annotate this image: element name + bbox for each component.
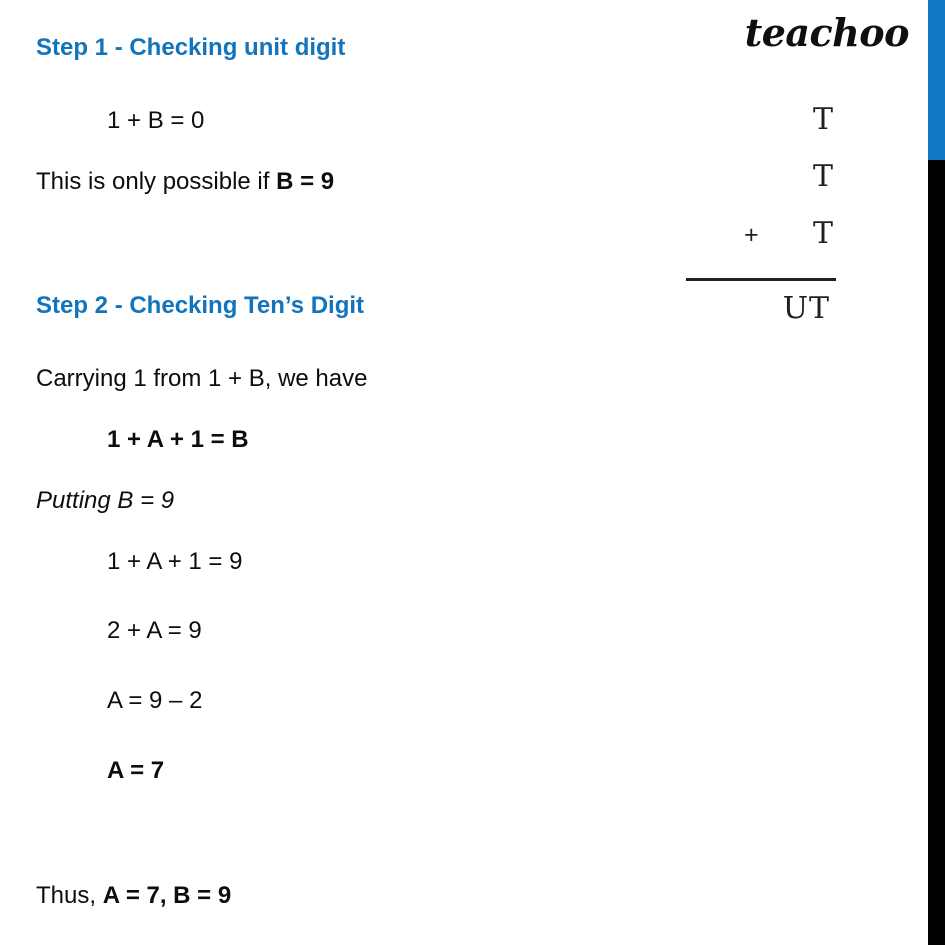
spacer	[36, 455, 506, 487]
spacer	[36, 516, 506, 548]
step-2-calculation-3: A = 9 – 2	[107, 687, 203, 715]
plus-operator: +	[744, 221, 759, 249]
spacer	[36, 576, 506, 617]
sum-horizontal-rule	[686, 278, 836, 281]
sum-operand-2: T	[812, 159, 834, 194]
sum-result: UT	[782, 291, 830, 326]
step-2-substitution-note: Putting B = 9	[36, 486, 175, 514]
spacer	[36, 646, 506, 687]
final-answer-values: A = 7, B = 9	[102, 881, 232, 909]
step-1-conclusion-prefix: This is only possible if	[36, 167, 277, 195]
step-2-carry-line: Carrying 1 from 1 + B, we have	[36, 365, 368, 393]
sum-operand-3: T	[812, 216, 834, 251]
step-2-result: A = 7	[107, 756, 165, 784]
final-answer-prefix: Thus,	[36, 881, 103, 909]
blue-edge-bar	[928, 0, 945, 160]
step-2-calculation-2: 2 + A = 9	[107, 617, 202, 645]
sum-row-first-operand	[686, 102, 836, 162]
step-1-heading: Step 1 - Checking unit digit	[36, 34, 346, 61]
spacer	[36, 136, 506, 168]
step-2-heading: Step 2 - Checking Ten’s Digit	[36, 292, 365, 320]
step-1-conclusion	[36, 168, 506, 197]
sum-row-second-operand	[686, 159, 836, 219]
black-edge-bar	[928, 160, 945, 945]
teachoo-logo: teachoo	[744, 10, 909, 55]
sum-row-third-operand	[686, 216, 836, 276]
final-answer	[36, 882, 506, 911]
vertical-addition-sum	[686, 102, 836, 326]
sum-operand-1: T	[812, 102, 834, 137]
right-edge-bars	[928, 0, 945, 945]
spacer	[36, 716, 506, 757]
step-1-conclusion-value: B = 9	[276, 167, 335, 195]
spacer	[36, 321, 506, 365]
spacer	[36, 394, 506, 426]
spacer	[36, 63, 506, 107]
solution-column	[36, 34, 506, 911]
step-1-equation: 1 + B = 0	[107, 106, 205, 134]
spacer	[36, 786, 506, 882]
step-2-calculation-1: 1 + A + 1 = 9	[107, 547, 243, 575]
spacer	[36, 196, 506, 292]
step-2-equation-bold: 1 + A + 1 = B	[107, 425, 249, 453]
